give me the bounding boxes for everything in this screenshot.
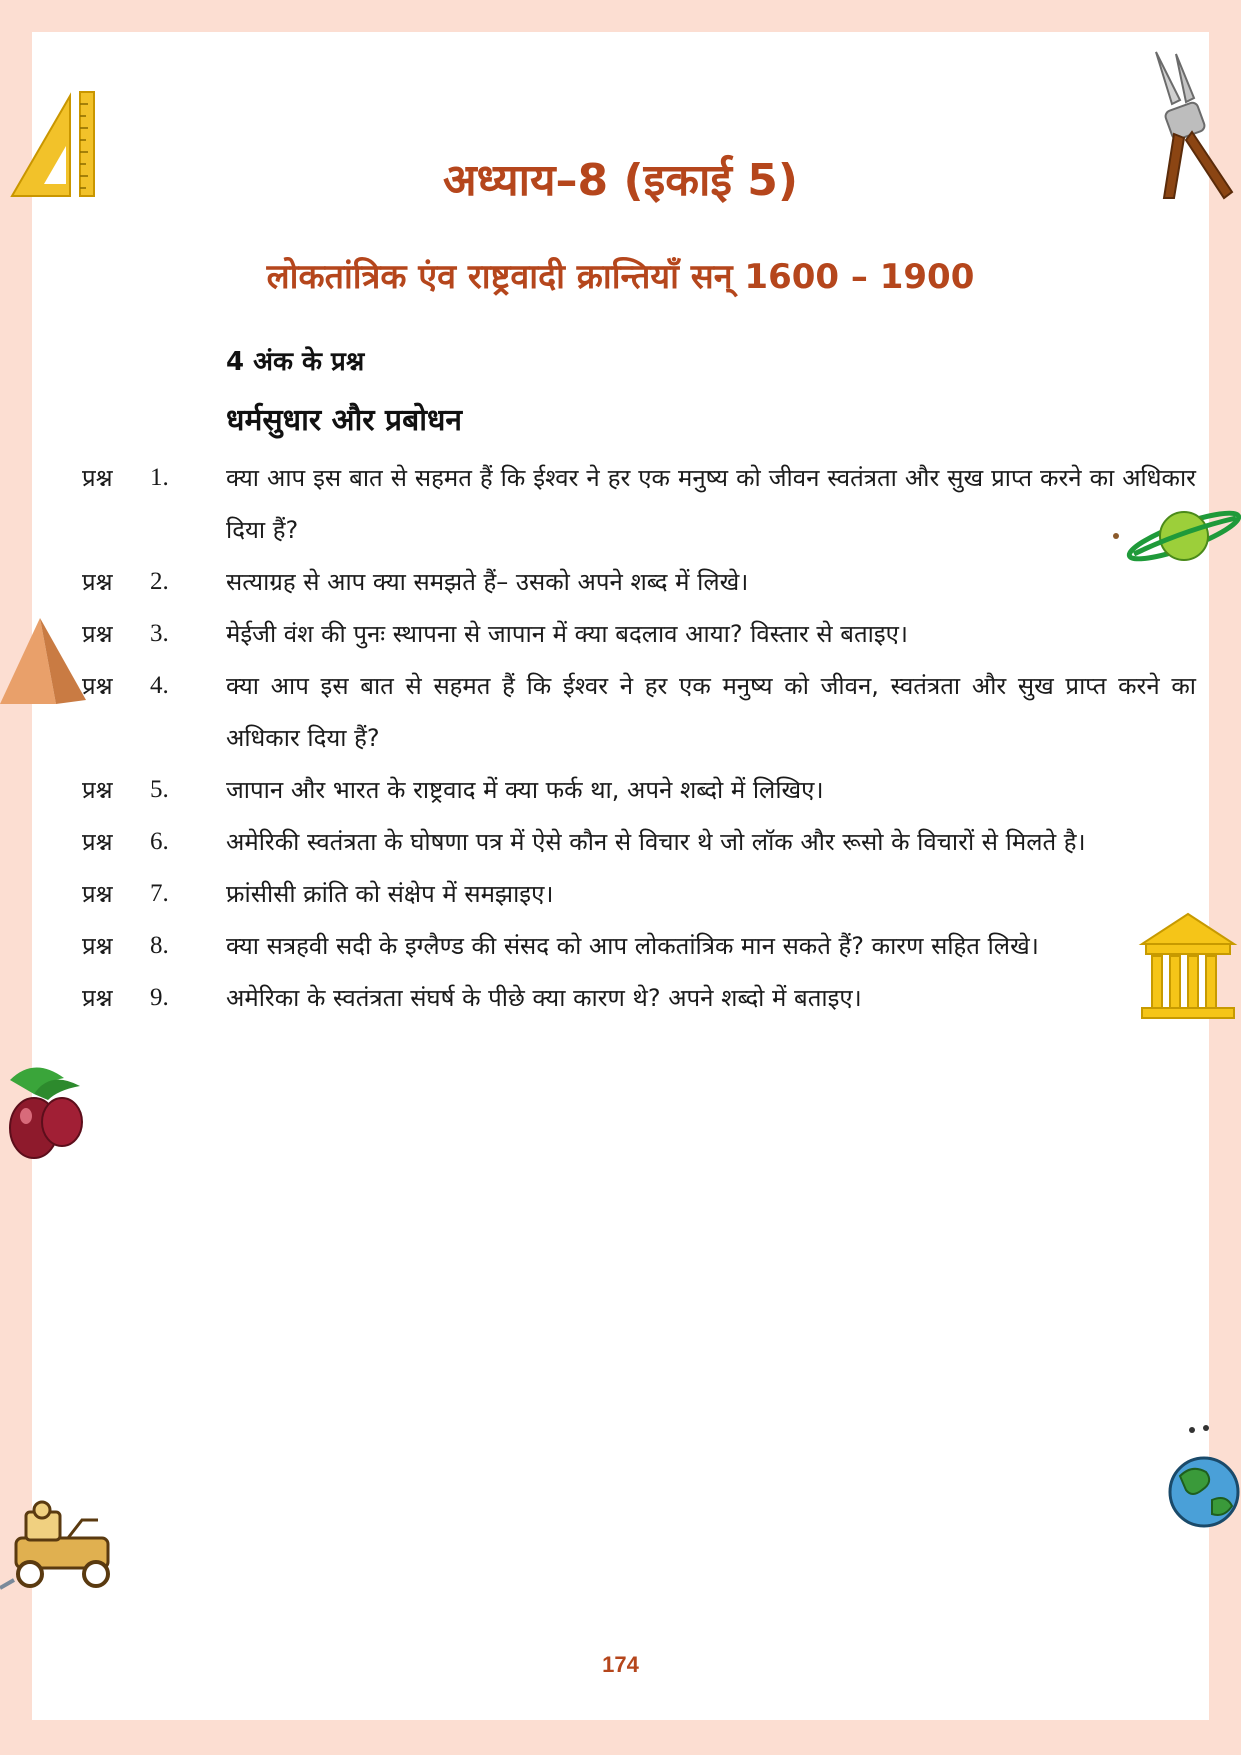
question-item — [0, 556, 1241, 608]
question-prefix: प्रश्न — [82, 932, 113, 960]
question-number: 1. — [150, 464, 169, 491]
question-number: 6. — [150, 828, 169, 855]
page-number: 174 — [602, 1652, 639, 1677]
question-prefix: प्रश्न — [82, 984, 113, 1012]
chapter-subtitle: लोकतांत्रिक एंव राष्ट्रवादी क्रान्तियाँ सन् 1600 – 1900 — [266, 257, 975, 297]
question-item — [0, 972, 1241, 1024]
question-item — [0, 608, 1241, 660]
question-number: 2. — [150, 568, 169, 595]
question-text: फ्रांसीसी क्रांति को संक्षेप में समझाइए। — [226, 880, 554, 908]
question-number: 3. — [150, 620, 169, 647]
question-text: अमेरिकी स्वतंत्रता के घोषणा पत्र में ऐसे कौन से विचार थे जो लॉक और रूसो के विचारों से मिलते है। — [226, 828, 1086, 856]
question-number: 8. — [150, 932, 169, 959]
question-text: जापान और भारत के राष्ट्रवाद में क्या फर्क था, अपने शब्दो में लिखिए। — [226, 776, 824, 804]
question-item — [0, 452, 1241, 556]
question-prefix: प्रश्न — [82, 620, 113, 648]
question-item — [0, 660, 1241, 764]
globe-icon — [1162, 1420, 1241, 1528]
question-prefix: प्रश्न — [82, 828, 113, 856]
question-prefix: प्रश्न — [82, 776, 113, 804]
question-number: 4. — [150, 672, 169, 699]
question-list — [0, 452, 1241, 1024]
question-number: 7. — [150, 880, 169, 907]
question-prefix: प्रश्न — [82, 672, 113, 700]
question-item — [0, 868, 1241, 920]
question-number: 9. — [150, 984, 169, 1011]
topic-heading: धर्मसुधार और प्रबोधन — [226, 403, 463, 438]
question-text: क्या आप इस बात से सहमत हैं कि ईश्वर ने हर एक मनुष्य को जीवन स्वतंत्रता और सुख प्राप्त करने का अधिकार दिया हैं? — [226, 464, 1196, 544]
question-text: सत्याग्रह से आप क्या समझते हैं– उसको अपने शब्द में लिखे। — [226, 568, 749, 596]
question-number: 5. — [150, 776, 169, 803]
question-text: मेईजी वंश की पुनः स्थापना से जापान में क्या बदलाव आया? विस्तार से बताइए। — [226, 620, 909, 648]
question-text: अमेरिका के स्वतंत्रता संघर्ष के पीछे क्या कारण थे? अपने शब्दो में बताइए। — [226, 984, 862, 1012]
question-prefix: प्रश्न — [82, 880, 113, 908]
question-text: क्या सत्रहवी सदी के इग्लैण्ड की संसद को आप लोकतांत्रिक मान सकते हैं? कारण सहित लिखे। — [226, 932, 1039, 960]
question-prefix: प्रश्न — [82, 568, 113, 596]
question-item — [0, 764, 1241, 816]
question-prefix: प्रश्न — [82, 464, 113, 492]
beans-icon — [4, 1060, 88, 1166]
question-item — [0, 920, 1241, 972]
question-text: क्या आप इस बात से सहमत हैं कि ईश्वर ने हर एक मनुष्य को जीवन, स्वतंत्रता और सुख प्राप्त करने का अधिकार दिया हैं? — [226, 672, 1196, 752]
question-item — [0, 816, 1241, 868]
vintage-car-icon — [0, 1498, 128, 1598]
marks-heading: 4 अंक के प्रश्न — [226, 347, 365, 377]
chapter-title: अध्याय–8 (इकाई 5) — [442, 155, 799, 206]
